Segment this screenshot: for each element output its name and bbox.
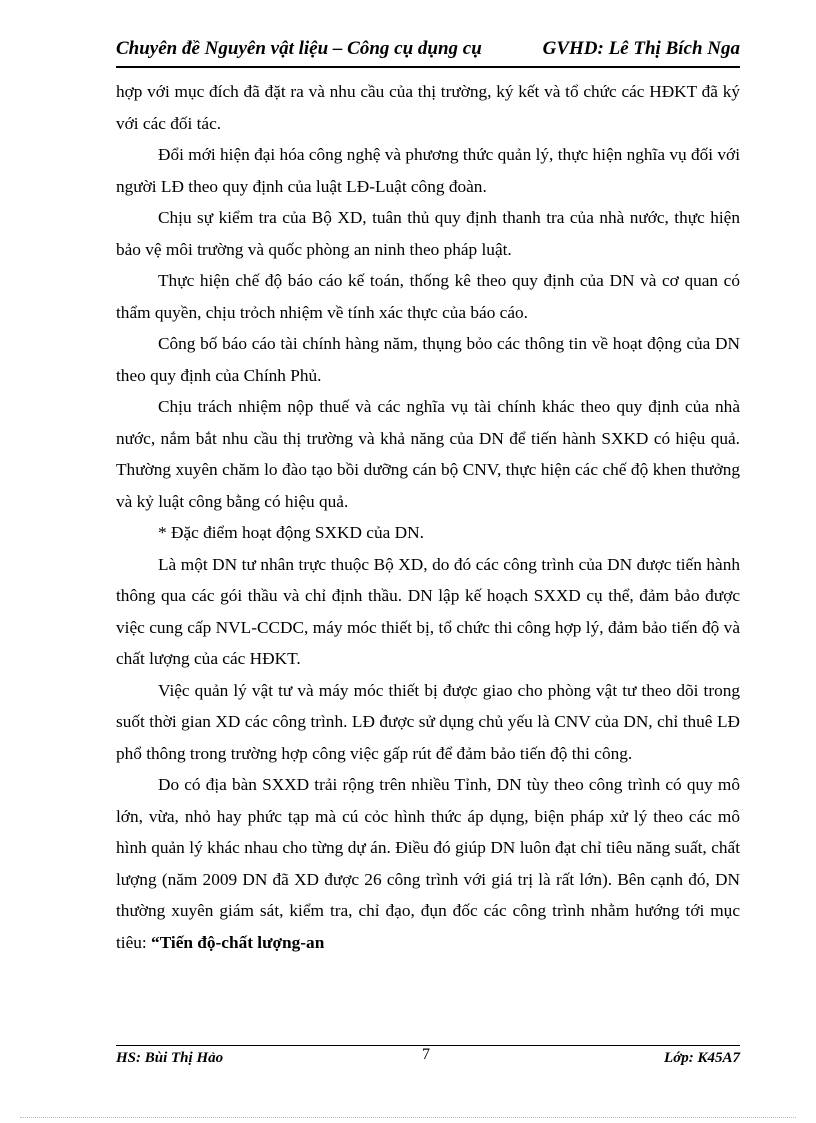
footer-student: HS: Bùi Thị Hảo (116, 1050, 224, 1066)
paragraph-8: Việc quản lý vật tư và máy móc thiết bị được giao cho phòng vật tư theo dõi trong suốt thời gian XD các công trình. LĐ được sử dụng chủ yếu là CNV của DN, chỉ thuê LĐ phổ thông trong trường hợp công việc gấp rút để đảm bảo tiến độ thi công. (116, 680, 740, 763)
header-title: Chuyên đề Nguyên vật liệu – Công cụ dụng cụ (116, 38, 482, 59)
header-advisor: GVHD: Lê Thị Bích Nga (542, 38, 740, 59)
paragraph-2: Đổi mới hiện đại hóa công nghệ và phương thức quản lý, thực hiện nghĩa vụ đối với người LĐ theo quy định của luật LĐ-Luật công đoàn. (116, 145, 740, 196)
page-footer (116, 1045, 740, 1074)
page-number: 7 (422, 1046, 430, 1063)
closing-bold-text: “Tiến độ-chất lượng-an (151, 932, 325, 952)
section-heading: * Đặc điểm hoạt động SXKD của DN. (158, 523, 424, 542)
paragraph-3: Chịu sự kiểm tra của Bộ XD, tuân thủ quy định thanh tra của nhà nước, thực hiện bảo vệ môi trường và quốc phòng an ninh theo pháp luật. (116, 208, 740, 259)
page-edge-divider (20, 1117, 796, 1118)
paragraph-9-text: Do có địa bàn SXXD trải rộng trên nhiều Tỉnh, DN tùy theo công trình có quy mô lớn, vừa, nhỏ hay phức tạp mà cú cỏc hình thức áp dụng, biện pháp xử lý theo các mô hình quản lý khác nhau cho từng dự án. Điều đó giúp DN luôn đạt chỉ tiêu năng suất, chất lượng (năm 2009 DN đã XD được 26 công trình với giá trị là rất lớn). Bên cạnh đó, DN thường xuyên giám sát, kiểm tra, chỉ đạo, đụn đốc các công trình nhằm hướng tới mục tiêu: (116, 775, 740, 952)
paragraph-4: Thực hiện chế độ báo cáo kế toán, thống kê theo quy định của DN và cơ quan có thẩm quyền, chịu trỏch nhiệm về tính xác thực của báo cáo. (116, 271, 740, 322)
paragraph-5: Công bố báo cáo tài chính hàng năm, thụng bỏo các thông tin về hoạt động của DN theo quy định của Chính Phủ. (116, 334, 740, 385)
paragraph-9 (116, 769, 740, 958)
paragraph-7: Là một DN tư nhân trực thuộc Bộ XD, do đó các công trình của DN được tiến hành thông qua các gói thầu và chỉ định thầu. DN lập kế hoạch SXXD cụ thể, đảm bảo được việc cung cấp NVL-CCDC, máy móc thiết bị, tổ chức thi công hợp lý, đảm bảo tiến độ và chất lượng của các HĐKT. (116, 554, 740, 668)
page-header (116, 36, 740, 68)
paragraph-6: Chịu trách nhiệm nộp thuế và các nghĩa vụ tài chính khác theo quy định của nhà nước, nắm bắt nhu cầu thị trường và khả năng của DN để tiến hành SXKD có hiệu quả. Thường xuyên chăm lo đào tạo bồi dưỡng cán bộ CNV, thực hiện các chế độ khen thưởng và kỷ luật công bằng có hiệu quả. (116, 397, 740, 511)
footer-class: Lớp: K45A7 (664, 1050, 740, 1066)
paragraph-1: hợp với mục đích đã đặt ra và nhu cầu của thị trường, ký kết và tổ chức các HĐKT đã ký với các đối tác. (116, 82, 740, 133)
body-text (116, 76, 740, 958)
